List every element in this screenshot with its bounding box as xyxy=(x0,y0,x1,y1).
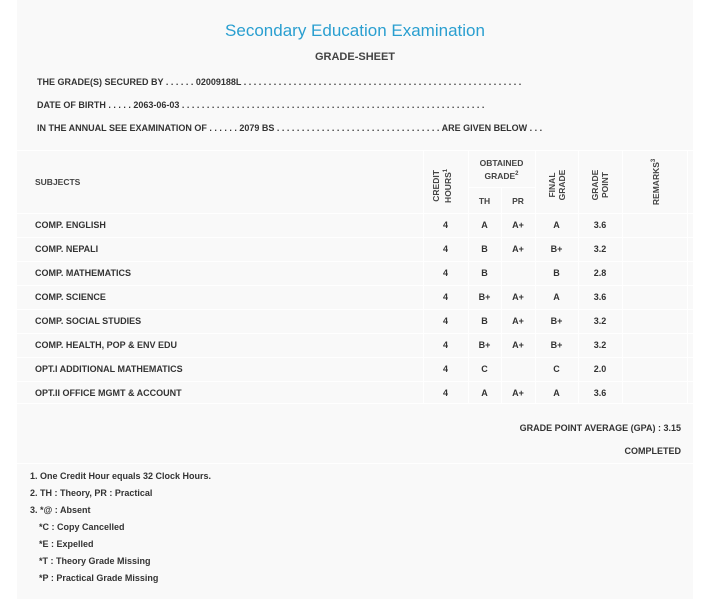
footnote: 3. *@ : Absent xyxy=(30,505,91,515)
cell-credit: 4 xyxy=(442,292,448,302)
cell-credit: 4 xyxy=(442,388,448,398)
cell-credit: 4 xyxy=(442,220,448,230)
table-row xyxy=(17,381,693,405)
cell-th: B+ xyxy=(478,292,491,302)
cell-credit: 4 xyxy=(442,268,448,278)
header-th: TH xyxy=(478,196,491,206)
header-obtained-grade: OBTAINED GRADE$^2$ xyxy=(479,158,524,181)
gpa-text: GRADE POINT AVERAGE (GPA) : 3.15 xyxy=(519,423,681,433)
cell-pr: A+ xyxy=(512,244,524,254)
header-pr: PR xyxy=(512,196,524,206)
grade-sheet-subtitle: GRADE-SHEET xyxy=(314,51,396,63)
footnote: 2. TH : Theory, PR : Practical xyxy=(30,488,153,498)
cell-gp: 3.6 xyxy=(593,388,607,398)
header-grade-point: GRADE POINT xyxy=(590,169,610,201)
cell-pr: A+ xyxy=(512,340,524,350)
cell-credit: 4 xyxy=(442,364,448,374)
header-subjects: SUBJECTS xyxy=(35,177,81,187)
secured-by-line: THE GRADE(S) SECURED BY . . . . . . 02009188L . . . . . . . . . . . . . . . . . . . . . . . . . . . . . . . . . . . . . . . . . . . . . . . . . . . . . . . . xyxy=(37,77,522,87)
cell-th: B xyxy=(481,316,488,326)
cell-th: B xyxy=(481,268,488,278)
cell-final: B+ xyxy=(550,316,563,326)
cell-subject: COMP. SCIENCE xyxy=(35,292,106,302)
cell-th: B xyxy=(481,244,488,254)
cell-pr: A+ xyxy=(512,220,524,230)
table-row xyxy=(17,213,693,237)
exam-title: Secondary Education Examination xyxy=(225,21,485,40)
cell-final: B+ xyxy=(550,340,563,350)
cell-final: A xyxy=(553,388,560,398)
cell-subject: OPT.I ADDITIONAL MATHEMATICS xyxy=(35,364,183,374)
cell-credit: 4 xyxy=(442,244,448,254)
table-row xyxy=(17,357,693,381)
table-row xyxy=(17,285,693,309)
header-remarks: REMARKS$^3$ xyxy=(650,158,661,206)
table-row xyxy=(17,261,693,285)
cell-gp: 3.2 xyxy=(593,244,607,254)
cell-pr: A+ xyxy=(512,292,524,302)
cell-subject: COMP. MATHEMATICS xyxy=(35,268,131,278)
cell-th: C xyxy=(481,364,488,374)
cell-gp: 2.0 xyxy=(593,364,607,374)
cell-subject: COMP. ENGLISH xyxy=(35,220,106,230)
dob-line: DATE OF BIRTH . . . . . 2063-06-03 . . . . . . . . . . . . . . . . . . . . . . . . . . . . . . . . . . . . . . . . . . . . . . . . . . . . . . . . . . . . . xyxy=(37,100,485,110)
cell-subject: COMP. SOCIAL STUDIES xyxy=(35,316,142,326)
footnote: *P : Practical Grade Missing xyxy=(39,573,159,583)
footnote: *T : Theory Grade Missing xyxy=(39,556,151,566)
cell-th: A xyxy=(481,220,488,230)
cell-gp: 3.6 xyxy=(593,220,607,230)
cell-credit: 4 xyxy=(442,316,448,326)
cell-gp: 3.2 xyxy=(593,316,607,326)
cell-subject: COMP. NEPALI xyxy=(35,244,99,254)
grade-sheet-card xyxy=(17,0,693,599)
footnote: *C : Copy Cancelled xyxy=(39,522,125,532)
table-row xyxy=(17,309,693,333)
cell-pr: A+ xyxy=(512,388,524,398)
table-row xyxy=(17,333,693,357)
footnote: *E : Expelled xyxy=(39,539,94,549)
cell-gp: 2.8 xyxy=(593,268,607,278)
cell-credit: 4 xyxy=(442,340,448,350)
cell-final: A xyxy=(553,220,560,230)
cell-th: B+ xyxy=(478,340,491,350)
cell-subject: COMP. HEALTH, POP & ENV EDU xyxy=(35,340,178,350)
cell-gp: 3.6 xyxy=(593,292,607,302)
cell-final: B+ xyxy=(550,244,563,254)
cell-th: A xyxy=(481,388,488,398)
cell-subject: OPT.II OFFICE MGMT & ACCOUNT xyxy=(35,388,182,398)
footnote: 1. One Credit Hour equals 32 Clock Hours. xyxy=(30,471,212,481)
cell-final: B xyxy=(553,268,560,278)
exam-line: IN THE ANNUAL SEE EXAMINATION OF . . . . . . 2079 BS . . . . . . . . . . . . . . . . . . . . . . . . . . . . . . . . . ARE GIVEN BELOW . . . xyxy=(37,123,543,133)
cell-final: A xyxy=(553,292,560,302)
header-final-grade: FINAL GRADE xyxy=(547,169,567,201)
cell-gp: 3.2 xyxy=(593,340,607,350)
cell-pr: A+ xyxy=(512,316,524,326)
table-row xyxy=(17,237,693,261)
status-text: COMPLETED xyxy=(624,446,681,456)
header-credit-hours: CREDIT HOURS$^1$ xyxy=(431,168,453,203)
cell-final: C xyxy=(553,364,560,374)
